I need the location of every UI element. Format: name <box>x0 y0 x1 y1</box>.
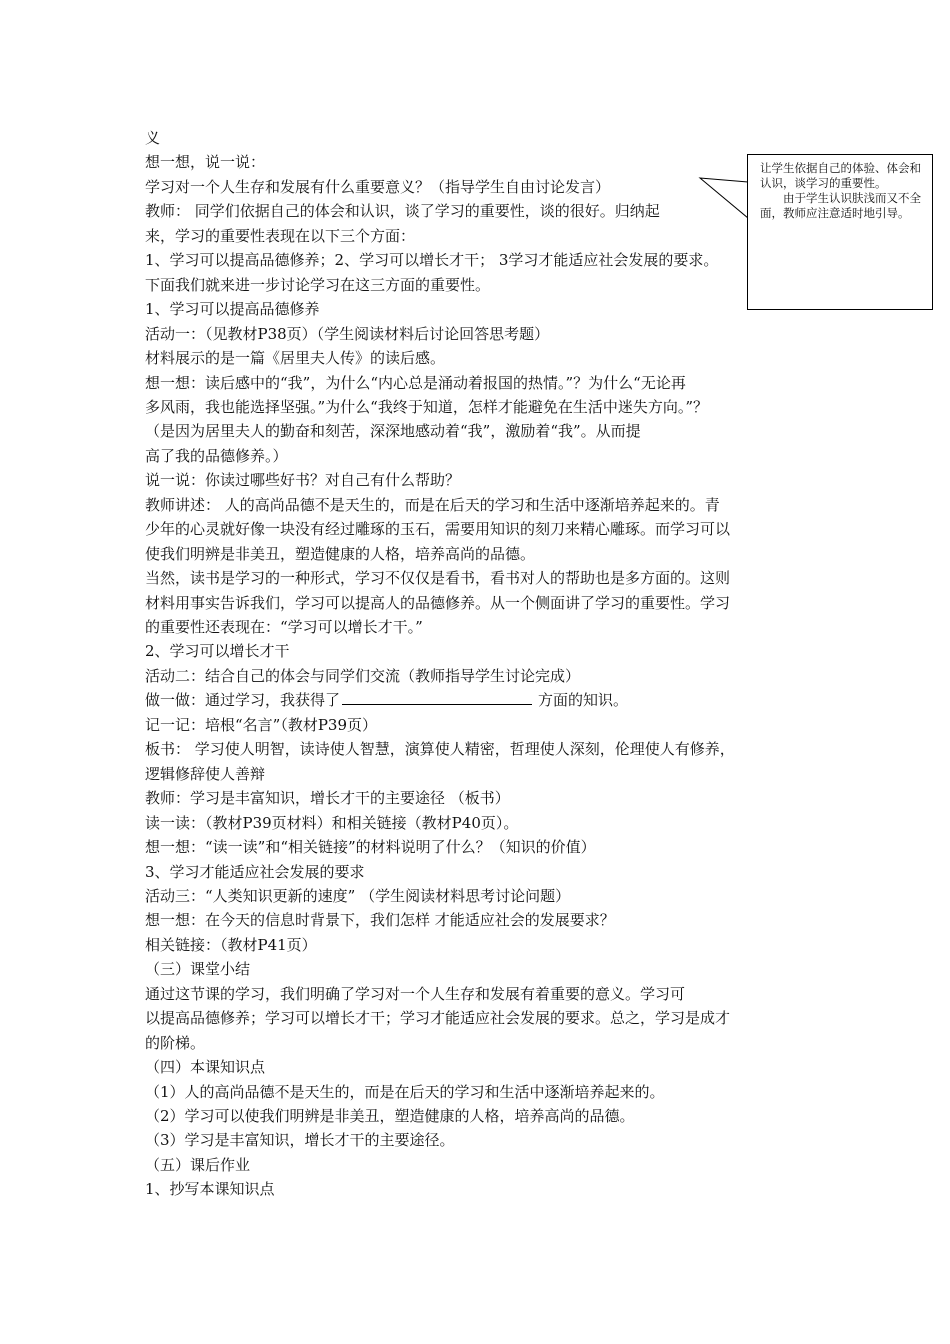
text-line: 通过这节课的学习，我们明确了学习对一个人生存和发展有着重要的意义。学习可 <box>145 984 686 1003</box>
text-line: 逻辑修辞使人善辩 <box>145 764 266 783</box>
text-line: （2）学习可以使我们明辨是非美丑，塑造健康的人格，培养高尚的品德。 <box>145 1107 635 1125</box>
text-line: 说一说：你读过哪些好书？对自己有什么帮助？ <box>145 471 461 490</box>
text-line: 少年的心灵就好像一块没有经过雕琢的玉石，需要用知识的刻刀来精心雕琢。而学习可以 <box>145 520 731 539</box>
text-line: （1）人的高尚品德不是天生的，而是在后天的学习和生活中逐渐培养起来的。 <box>145 1082 665 1101</box>
annotation-callout <box>747 154 933 310</box>
text-line: 活动三：“人类知识更新的速度” （学生阅读材料思考讨论问题） <box>145 886 571 905</box>
text-line: 材料用事实告诉我们，学习可以提高人的品德修养。从一个侧面讲了学习的重要性。学习 <box>145 593 731 612</box>
text-line: （四）本课知识点 <box>145 1058 266 1077</box>
text-line: 以提高品德修养；学习可以增长才干；学习才能适应社会发展的要求。总之，学习是成才 <box>145 1009 731 1028</box>
text-line: 记一记：培根“名言”（教材P39页） <box>145 715 378 734</box>
text-line: 的重要性还表现在：“学习可以增长才干。” <box>145 618 423 636</box>
text-line: 教师： 同学们依据自己的体会和认识，谈了学习的重要性，谈的很好。归纳起 <box>145 202 660 221</box>
text-line: 活动二：结合自己的体会与同学们交流（教师指导学生讨论完成） <box>145 666 581 685</box>
text-line: 学习对一个人生存和发展有什么重要意义？（指导学生自由讨论发言） <box>145 177 611 196</box>
text-line: 1、学习可以提高品德修养；2、学习可以增长才干； 3学习才能适应社会发展的要求。 <box>145 251 719 270</box>
text-line: 材料展示的是一篇《居里夫人传》的读后感。 <box>145 349 446 368</box>
text-line: 的阶梯。 <box>145 1033 206 1052</box>
text-line: 想一想：“读一读”和“相关链接”的材料说明了什么？（知识的价值） <box>145 838 596 857</box>
text-line: 高了我的品德修养。） <box>145 446 288 465</box>
text-line: 来，学习的重要性表现在以下三个方面： <box>145 226 416 245</box>
text-line: 板书： 学习使人明智，读诗使人智慧，演算使人精密，哲理使人深刻，伦理使人有修养， <box>145 740 735 759</box>
text-line: （五）课后作业 <box>145 1155 251 1174</box>
text-line: 想一想：读后感中的“我”，为什么“内心总是涌动着报国的热情。”？为什么“无论再 <box>145 373 686 392</box>
fill-line-suffix: 方面的知识。 <box>538 691 629 710</box>
callout-paragraph-2: 由于学生认识肤浅而又不全面，教师应注意适时地引导。 <box>760 191 921 220</box>
text-line: （是因为居里夫人的勤奋和刻苦，深深地感动着“我”，激励着“我”。从而提 <box>145 422 641 441</box>
text-line: 想一想：在今天的信息时背景下，我们怎样 才能适应社会的发展要求？ <box>145 911 615 930</box>
text-line: 教师：学习是丰富知识，增长才干的主要途径 （板书） <box>145 789 510 808</box>
text-line: 2、学习可以增长才干 <box>145 642 290 661</box>
text-line: 想一想，说一说： <box>145 153 266 172</box>
text-line: 相关链接：（教材P41页） <box>145 935 317 954</box>
text-line: 3、学习才能适应社会发展的要求 <box>145 862 365 881</box>
text-line: （3）学习是丰富知识，增长才干的主要途径。 <box>145 1131 455 1150</box>
text-line: 1、抄写本课知识点 <box>145 1180 275 1199</box>
text-line: 下面我们就来进一步讨论学习在这三方面的重要性。 <box>145 275 491 294</box>
text-line: 义 <box>145 129 161 147</box>
text-line: 当然，读书是学习的一种形式，学习不仅仅是看书，看书对人的帮助也是多方面的。这则 <box>145 569 731 588</box>
fill-line-prompt: 做一做：通过学习，我获得了 <box>145 691 341 710</box>
callout-paragraph-1: 让学生依据自己的体验、体会和认识，谈学习的重要性。 <box>760 161 921 190</box>
text-line: 读一读：（教材P39页材料）和相关链接（教材P40页）。 <box>145 813 519 832</box>
text-line: 1、学习可以提高品德修养 <box>145 300 320 319</box>
text-line: 使我们明辨是非美丑，塑造健康的人格，培养高尚的品德。 <box>145 544 536 563</box>
text-line: 教师讲述： 人的高尚品德不是天生的，而是在后天的学习和生活中逐渐培养起来的。青 <box>145 495 720 514</box>
text-line: 多风雨，我也能选择坚强。”为什么“我终于知道，怎样才能避免在生活中迷失方向。”？ <box>145 397 709 416</box>
text-line: （三）课堂小结 <box>145 960 251 979</box>
text-line: 活动一：（见教材P38页）（学生阅读材料后讨论回答思考题） <box>145 324 550 343</box>
